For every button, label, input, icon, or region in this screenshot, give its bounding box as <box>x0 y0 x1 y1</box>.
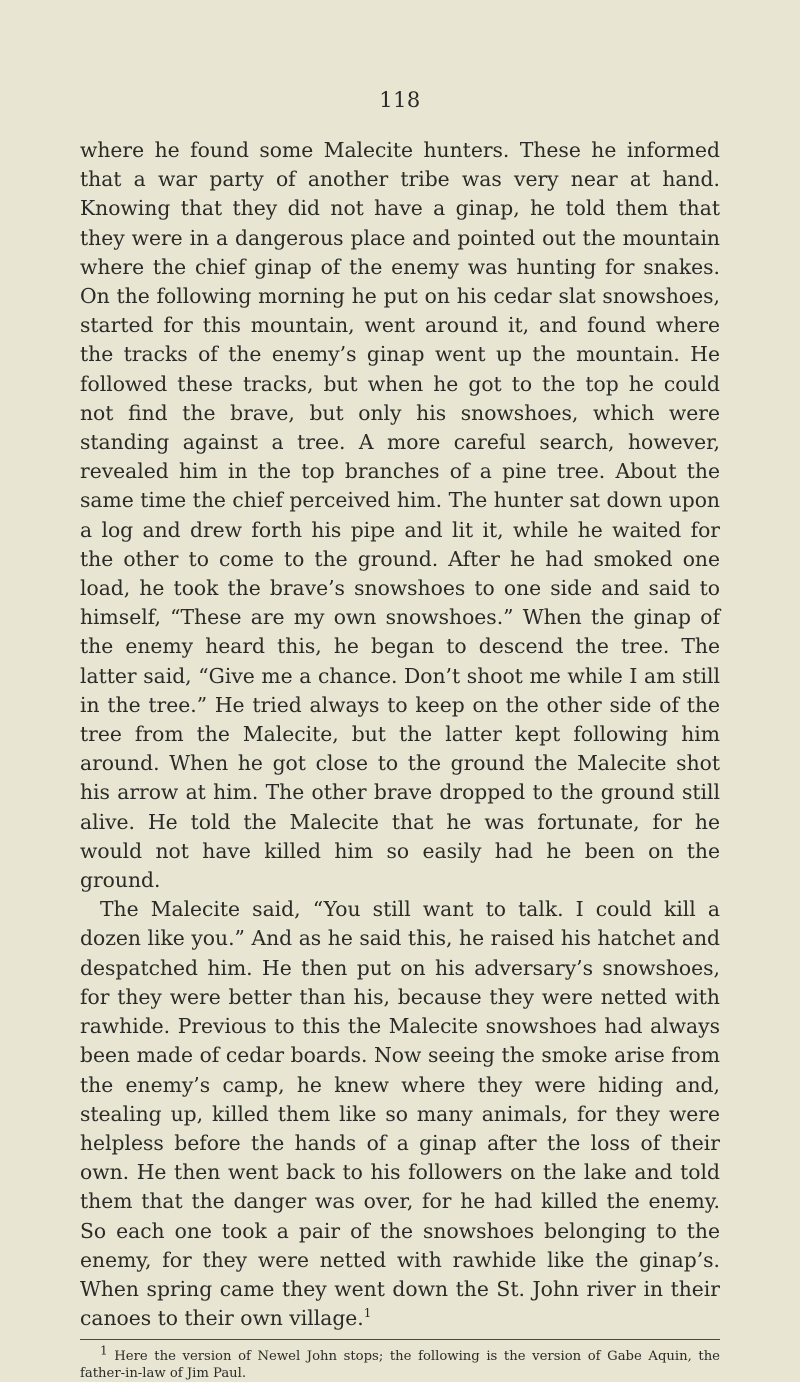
footnote-text: Here the version of Newel John stops; the following is the version of Gabe Aquin, the father-in-law of Jim Paul. <box>80 1349 720 1382</box>
paragraph-2 <box>80 895 720 1333</box>
page-number: 118 <box>379 88 421 112</box>
body-text <box>80 136 720 1333</box>
book-page <box>80 88 720 1382</box>
footnote-divider <box>80 1339 720 1340</box>
footnote <box>80 1343 720 1382</box>
paragraph-1: where he found some Malecite hunters. These he informed that a war party of another tribe was very near at hand. Knowing that they did not have a ginap, he told them that they were in a dangerous place and pointed out the mountain where the chief ginap of the enemy was hunting for snakes. On the following morning he put on his cedar slat snowshoes, started for this mountain, went around it, and found where the tracks of the enemy’s ginap went up the mountain. He followed these tracks, but when he got to the top he could not find the brave, but only his snowshoes, which were standing against a tree. A more careful search, however, revealed him in the top branches of a pine tree. About the same time the chief perceived him. The hunter sat down upon a log and drew forth his pipe and lit it, while he waited for the other to come to the ground. After he had smoked one load, he took the brave’s snowshoes to one side and said to himself, “These are my own snowshoes.” When the ginap of the enemy heard this, he began to descend the tree. The latter said, “Give me a chance. Don’t shoot me while I am still in the tree.” He tried always to keep on the other side of the tree from the Malecite, but the latter kept following him around. When he got close to the ground the Malecite shot his arrow at him. The other brave dropped to the ground still alive. He told the Malecite that he was fortunate, for he would not have killed him so easily had he been on the ground. <box>80 138 720 893</box>
paragraph-2-text: The Malecite said, “You still want to talk. I could kill a dozen like you.” And as he said this, he raised his hatchet and despatched him. He then put on his adversary’s snowshoes, for they were better than his, because they were netted with rawhide. Previous to this the Malecite snowshoes had always been made of cedar boards. Now seeing the smoke arise from the enemy’s camp, he knew where they were hiding and, stealing up, killed them like so many animals, for they were helpless before the hands of a ginap after the loss of their own. He then went back to his followers on the lake and told them that the danger was over, for he had killed the enemy. So each one took a pair of the snowshoes belonging to the enemy, for they were netted with rawhide like the ginap’s. When spring came they went down the St. John river in their canoes to their own village. <box>80 897 720 1331</box>
footnote-marker: 1 <box>100 1343 108 1358</box>
footnote-reference: 1 <box>363 1306 372 1321</box>
